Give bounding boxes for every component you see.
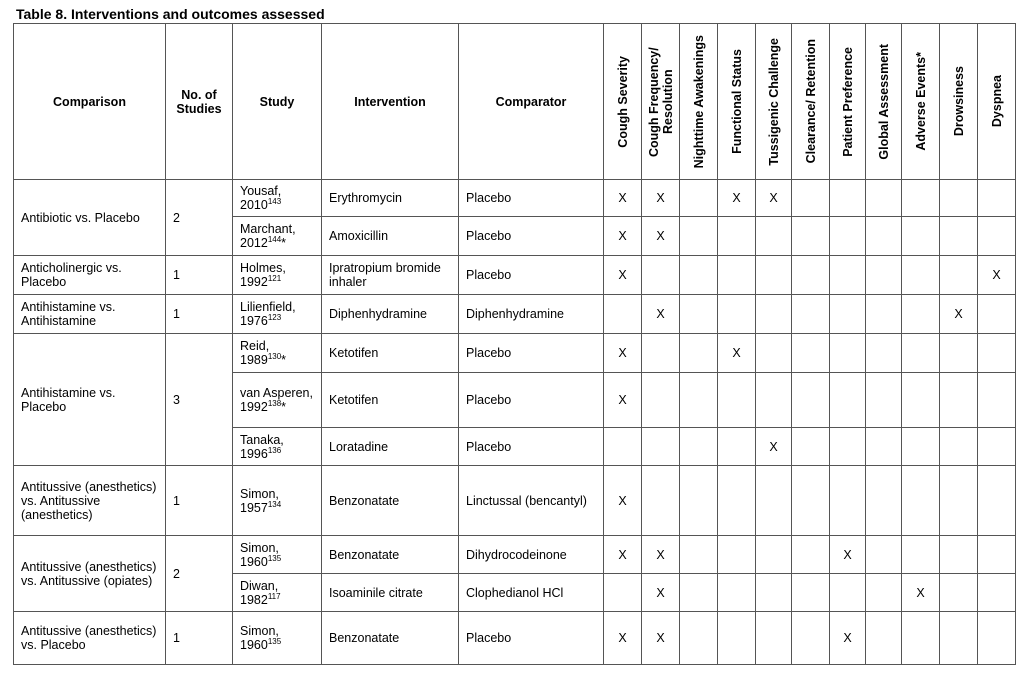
table-header xyxy=(14,24,1016,180)
intervention-text: Benzonatate xyxy=(329,547,400,562)
intervention-text: Benzonatate xyxy=(329,631,400,645)
comparison-text: Antitussive (anesthetics) vs. Antitussive (opiates) xyxy=(21,559,157,588)
table-row xyxy=(14,612,1016,665)
outcome-cell xyxy=(978,612,1016,665)
outcome-cell xyxy=(830,334,866,373)
outcome-cell xyxy=(978,256,1016,295)
num-studies-cell xyxy=(166,334,233,466)
header-outcome xyxy=(642,24,680,180)
outcome-cell xyxy=(680,295,718,334)
outcome-mark: X xyxy=(656,191,665,205)
num-studies-text: 3 xyxy=(173,392,180,407)
outcome-cell xyxy=(978,536,1016,574)
outcome-cell xyxy=(680,574,718,612)
outcome-cell xyxy=(792,217,830,256)
table-row xyxy=(14,180,1016,217)
outcome-cell xyxy=(866,466,902,536)
outcome-cell xyxy=(902,612,940,665)
outcome-cell xyxy=(604,180,642,217)
header-outcome xyxy=(604,24,642,180)
study-cell xyxy=(233,180,322,217)
outcome-cell xyxy=(902,295,940,334)
num-studies-text: 1 xyxy=(173,307,180,321)
outcome-cell xyxy=(604,612,642,665)
outcome-cell xyxy=(604,217,642,256)
outcome-cell xyxy=(642,295,680,334)
table-row xyxy=(14,334,1016,373)
comparison-cell xyxy=(14,295,166,334)
outcome-cell xyxy=(792,256,830,295)
comparator-text: Dihydrocodeinone xyxy=(466,547,567,562)
header-outcome-label: Cough Frequency/ Resolution xyxy=(646,46,675,157)
header-outcome xyxy=(792,24,830,180)
study-cell xyxy=(233,428,322,466)
study-cell xyxy=(233,466,322,536)
intervention-text: Erythromycin xyxy=(329,191,402,205)
comparator-text: Clophedianol HCl xyxy=(466,585,564,600)
outcome-cell xyxy=(642,574,680,612)
outcome-mark: X xyxy=(916,585,925,600)
outcome-cell xyxy=(604,466,642,536)
intervention-cell xyxy=(322,334,459,373)
header-outcome-label: Cough Severity xyxy=(615,55,630,148)
outcome-cell xyxy=(866,180,902,217)
outcome-cell xyxy=(756,334,792,373)
outcome-mark: X xyxy=(769,439,778,454)
comparator-text: Placebo xyxy=(466,631,512,645)
outcome-cell xyxy=(604,334,642,373)
outcome-cell xyxy=(866,334,902,373)
outcome-mark: X xyxy=(769,191,778,205)
intervention-text: Amoxicillin xyxy=(329,229,389,243)
comparator-cell xyxy=(459,574,604,612)
intervention-cell xyxy=(322,466,459,536)
outcome-cell xyxy=(756,180,792,217)
outcome-mark: X xyxy=(656,585,665,600)
outcome-cell xyxy=(756,466,792,536)
outcome-cell xyxy=(830,466,866,536)
comparator-cell xyxy=(459,373,604,428)
comparison-cell xyxy=(14,334,166,466)
outcome-cell xyxy=(978,428,1016,466)
comparison-text: Antitussive (anesthetics) vs. Placebo xyxy=(21,624,157,652)
num-studies-cell xyxy=(166,466,233,536)
outcome-cell xyxy=(830,295,866,334)
study-name: Simon, 1960 xyxy=(240,540,279,569)
intervention-text: Loratadine xyxy=(329,439,389,454)
comparator-cell xyxy=(459,466,604,536)
outcome-cell xyxy=(756,295,792,334)
outcome-cell xyxy=(604,574,642,612)
outcome-cell xyxy=(680,180,718,217)
header-outcome-label: Functional Status xyxy=(729,49,744,154)
study-name: Simon, 1957 xyxy=(240,486,279,515)
study-name: Holmes, 1992 xyxy=(240,261,286,289)
outcome-cell xyxy=(680,466,718,536)
outcome-cell xyxy=(830,428,866,466)
intervention-cell xyxy=(322,217,459,256)
outcome-cell xyxy=(902,180,940,217)
comparator-cell xyxy=(459,217,604,256)
outcome-cell xyxy=(978,373,1016,428)
outcome-mark: X xyxy=(618,268,627,282)
study-cell xyxy=(233,295,322,334)
outcome-cell xyxy=(830,217,866,256)
intervention-text: Diphenhydramine xyxy=(329,307,427,321)
comparator-text: Diphenhydramine xyxy=(466,307,564,321)
outcome-cell xyxy=(642,536,680,574)
header-outcome-label: Nighttime Awakenings xyxy=(691,34,706,169)
study-ref: 143 xyxy=(267,196,282,206)
outcome-mark: X xyxy=(618,393,627,407)
study-cell xyxy=(233,536,322,574)
outcome-cell xyxy=(830,612,866,665)
comparison-cell xyxy=(14,536,166,612)
comparator-cell xyxy=(459,428,604,466)
outcome-cell xyxy=(680,256,718,295)
outcome-cell xyxy=(792,334,830,373)
outcome-cell xyxy=(680,334,718,373)
intervention-cell xyxy=(322,536,459,574)
study-cell xyxy=(233,334,322,373)
outcome-cell xyxy=(940,334,978,373)
outcome-cell xyxy=(866,295,902,334)
outcome-cell xyxy=(940,256,978,295)
study-ref: 144 xyxy=(267,234,282,244)
outcome-cell xyxy=(902,373,940,428)
intervention-cell xyxy=(322,612,459,665)
outcome-mark: X xyxy=(732,346,741,360)
outcome-cell xyxy=(866,256,902,295)
outcome-cell xyxy=(792,428,830,466)
num-studies-text: 2 xyxy=(173,566,180,581)
outcome-cell xyxy=(940,428,978,466)
study-ref: 136 xyxy=(267,445,282,455)
outcome-cell xyxy=(902,217,940,256)
study-cell xyxy=(233,612,322,665)
table-title: Table 8. Interventions and outcomes assessed xyxy=(16,6,325,22)
table-row xyxy=(14,256,1016,295)
outcome-mark: X xyxy=(618,547,627,562)
outcome-mark: X xyxy=(618,346,627,360)
outcome-cell xyxy=(604,295,642,334)
outcome-cell xyxy=(718,574,756,612)
study-cell xyxy=(233,574,322,612)
study-name: Simon, 1960 xyxy=(240,624,279,652)
comparator-text: Linctussal (bencantyl) xyxy=(466,493,587,508)
outcome-mark: X xyxy=(656,631,665,645)
intervention-cell xyxy=(322,295,459,334)
comparison-text: Antihistamine vs. Placebo xyxy=(21,385,116,414)
study-ref: 135 xyxy=(267,553,282,563)
outcome-cell xyxy=(792,466,830,536)
study-ref: 123 xyxy=(267,312,282,322)
outcome-cell xyxy=(680,217,718,256)
num-studies-cell xyxy=(166,536,233,612)
header-outcome-label: Global Assessment xyxy=(876,43,891,160)
outcome-cell xyxy=(830,536,866,574)
header-outcome xyxy=(940,24,978,180)
outcome-cell xyxy=(792,295,830,334)
outcome-cell xyxy=(978,466,1016,536)
intervention-cell xyxy=(322,180,459,217)
header-study: Study xyxy=(233,24,322,180)
outcome-mark: X xyxy=(992,268,1001,282)
outcome-cell xyxy=(680,536,718,574)
outcome-cell xyxy=(866,373,902,428)
header-outcome-label: Patient Preference xyxy=(840,46,855,157)
outcome-cell xyxy=(756,428,792,466)
study-name: Lilienfield, 1976 xyxy=(240,300,296,328)
outcome-cell xyxy=(718,295,756,334)
outcome-cell xyxy=(830,256,866,295)
outcome-cell xyxy=(978,334,1016,373)
header-comparator: Comparator xyxy=(459,24,604,180)
study-name: Yousaf, 2010 xyxy=(240,184,282,212)
outcome-cell xyxy=(718,334,756,373)
outcome-cell xyxy=(718,256,756,295)
intervention-cell xyxy=(322,574,459,612)
outcome-cell xyxy=(940,612,978,665)
comparison-cell xyxy=(14,256,166,295)
outcome-cell xyxy=(940,180,978,217)
header-outcome-label: Tussigenic Challenge xyxy=(766,37,781,166)
outcome-cell xyxy=(642,428,680,466)
outcome-mark: X xyxy=(618,493,627,508)
outcome-cell xyxy=(902,536,940,574)
study-cell xyxy=(233,256,322,295)
comparator-text: Placebo xyxy=(466,346,512,360)
study-cell xyxy=(233,373,322,428)
outcome-cell xyxy=(940,373,978,428)
num-studies-text: 1 xyxy=(173,493,180,508)
comparator-cell xyxy=(459,536,604,574)
comparator-cell xyxy=(459,180,604,217)
table-row xyxy=(14,295,1016,334)
outcomes-table xyxy=(13,23,1016,665)
outcome-cell xyxy=(940,466,978,536)
outcome-cell xyxy=(792,612,830,665)
outcome-cell xyxy=(642,180,680,217)
outcome-cell xyxy=(642,612,680,665)
comparison-cell xyxy=(14,180,166,256)
table-row xyxy=(14,466,1016,536)
study-ref: 134 xyxy=(267,499,282,509)
outcome-cell xyxy=(792,180,830,217)
outcome-cell xyxy=(978,180,1016,217)
comparator-text: Placebo xyxy=(466,229,512,243)
outcome-mark: X xyxy=(843,631,852,645)
comparison-text: Anticholinergic vs. Placebo xyxy=(21,261,122,289)
outcome-cell xyxy=(866,536,902,574)
comparator-text: Placebo xyxy=(466,268,512,282)
header-outcome xyxy=(978,24,1016,180)
outcome-cell xyxy=(718,466,756,536)
outcome-cell xyxy=(978,217,1016,256)
outcome-mark: X xyxy=(732,191,741,205)
num-studies-cell xyxy=(166,612,233,665)
intervention-text: Isoaminile citrate xyxy=(329,585,423,600)
header-outcome-label: Drowsiness xyxy=(951,66,966,137)
outcome-cell xyxy=(718,373,756,428)
outcome-cell xyxy=(940,295,978,334)
intervention-cell xyxy=(322,428,459,466)
outcome-mark: X xyxy=(656,229,665,243)
header-outcome xyxy=(902,24,940,180)
num-studies-text: 1 xyxy=(173,268,180,282)
header-outcome-label: Clearance/ Retention xyxy=(803,39,818,164)
outcome-cell xyxy=(718,612,756,665)
header-outcome xyxy=(830,24,866,180)
study-name: van Asperen, 1992 xyxy=(240,386,313,414)
study-star: * xyxy=(281,353,287,367)
outcome-mark: X xyxy=(656,547,665,562)
comparator-text: Placebo xyxy=(466,191,512,205)
outcome-cell xyxy=(902,466,940,536)
outcome-cell xyxy=(642,334,680,373)
comparison-text: Antihistamine vs. Antihistamine xyxy=(21,300,116,328)
outcome-cell xyxy=(792,536,830,574)
study-ref: 130 xyxy=(267,351,282,361)
outcome-cell xyxy=(642,217,680,256)
comparator-cell xyxy=(459,334,604,373)
comparator-cell xyxy=(459,256,604,295)
header-comparison: Comparison xyxy=(14,24,166,180)
study-name: Reid, 1989 xyxy=(240,339,270,367)
study-ref: 138 xyxy=(267,398,282,408)
outcome-mark: X xyxy=(618,229,627,243)
intervention-cell xyxy=(322,373,459,428)
outcome-cell xyxy=(792,574,830,612)
table-row xyxy=(14,536,1016,574)
comparison-text: Antitussive (anesthetics) vs. Antitussive (anesthetics) xyxy=(21,479,157,522)
num-studies-cell xyxy=(166,295,233,334)
outcome-cell xyxy=(604,256,642,295)
outcome-cell xyxy=(902,428,940,466)
comparator-text: Placebo xyxy=(466,393,512,407)
outcome-cell xyxy=(978,574,1016,612)
outcome-cell xyxy=(718,428,756,466)
study-cell xyxy=(233,217,322,256)
header-outcome-label: Adverse Events* xyxy=(913,52,928,151)
outcome-cell xyxy=(830,574,866,612)
study-name: Tanaka, 1996 xyxy=(240,432,284,461)
header-outcome xyxy=(680,24,718,180)
outcome-cell xyxy=(940,217,978,256)
outcome-cell xyxy=(756,574,792,612)
outcome-cell xyxy=(902,256,940,295)
study-name: Marchant, 2012 xyxy=(240,222,296,250)
outcome-cell xyxy=(756,217,792,256)
outcome-cell xyxy=(902,334,940,373)
outcome-cell xyxy=(978,295,1016,334)
intervention-text: Ketotifen xyxy=(329,346,379,360)
outcome-cell xyxy=(866,217,902,256)
outcome-cell xyxy=(680,428,718,466)
study-ref: 117 xyxy=(267,591,281,601)
outcome-cell xyxy=(866,612,902,665)
intervention-cell xyxy=(322,256,459,295)
outcome-cell xyxy=(866,428,902,466)
num-studies-cell xyxy=(166,256,233,295)
outcome-cell xyxy=(604,373,642,428)
study-ref: 135 xyxy=(267,636,282,646)
outcome-mark: X xyxy=(618,191,627,205)
comparison-cell xyxy=(14,466,166,536)
outcome-cell xyxy=(756,256,792,295)
num-studies-text: 1 xyxy=(173,631,180,645)
outcome-cell xyxy=(756,536,792,574)
study-star: * xyxy=(281,236,287,250)
outcome-cell xyxy=(866,574,902,612)
outcome-cell xyxy=(940,574,978,612)
outcome-cell xyxy=(642,466,680,536)
num-studies-cell xyxy=(166,180,233,256)
comparison-cell xyxy=(14,612,166,665)
header-num-studies: No. of Studies xyxy=(166,24,233,180)
comparison-text: Antibiotic vs. Placebo xyxy=(21,210,140,225)
intervention-text: Ketotifen xyxy=(329,393,379,407)
header-outcome xyxy=(718,24,756,180)
outcome-cell xyxy=(718,180,756,217)
outcome-cell xyxy=(604,428,642,466)
outcome-cell xyxy=(718,217,756,256)
outcome-cell xyxy=(604,536,642,574)
table-body xyxy=(14,180,1016,665)
comparator-cell xyxy=(459,295,604,334)
intervention-text: Benzonatate xyxy=(329,493,400,508)
outcome-cell xyxy=(940,536,978,574)
intervention-text: Ipratropium bromide inhaler xyxy=(329,261,441,289)
outcome-cell xyxy=(718,536,756,574)
outcome-cell xyxy=(680,373,718,428)
outcome-cell xyxy=(830,180,866,217)
outcome-cell xyxy=(902,574,940,612)
study-ref: 121 xyxy=(267,273,282,283)
outcome-cell xyxy=(642,373,680,428)
outcome-cell xyxy=(756,612,792,665)
outcome-mark: X xyxy=(843,547,852,562)
num-studies-text: 2 xyxy=(173,210,180,225)
outcome-cell xyxy=(792,373,830,428)
header-outcome xyxy=(866,24,902,180)
header-outcome xyxy=(756,24,792,180)
comparator-cell xyxy=(459,612,604,665)
outcome-mark: X xyxy=(618,631,627,645)
comparator-text: Placebo xyxy=(466,439,512,454)
study-star: * xyxy=(281,400,287,414)
outcome-mark: X xyxy=(656,307,665,321)
outcome-cell xyxy=(830,373,866,428)
header-intervention: Intervention xyxy=(322,24,459,180)
outcome-cell xyxy=(680,612,718,665)
header-outcome-label: Dyspnea xyxy=(989,75,1004,128)
outcome-cell xyxy=(756,373,792,428)
study-name: Diwan, 1982 xyxy=(240,578,279,607)
outcome-mark: X xyxy=(954,307,963,321)
outcome-cell xyxy=(642,256,680,295)
